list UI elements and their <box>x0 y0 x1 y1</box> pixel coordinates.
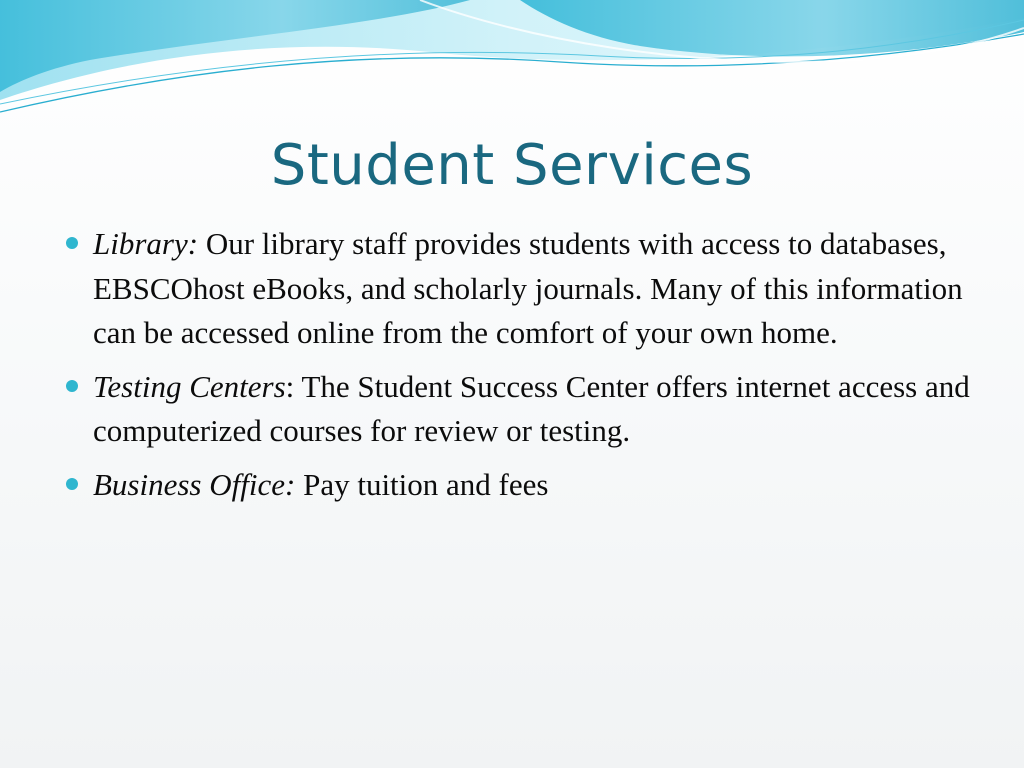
bullet-dot-icon <box>66 380 78 392</box>
bullet-label: Library: <box>93 226 199 261</box>
bullet-text: Our library staff provides students with access to databases, EBSCOhost eBooks, and scholarly journals. Many of this information can be accessed online from the comfort of your own home. <box>93 226 963 351</box>
bullet-text: : The Student Success Center offers internet access and computerized courses for review or testing. <box>93 368 970 449</box>
bullet-list <box>60 222 970 517</box>
bullet-item-business-office <box>60 463 970 508</box>
bullet-dot-icon <box>66 478 78 490</box>
bullet-label: Business Office: <box>93 466 296 502</box>
bullet-text: Pay tuition and fees <box>295 466 549 502</box>
header-wave-decoration <box>0 0 1024 130</box>
slide-title: Student Services <box>270 133 754 198</box>
bullet-item-library <box>60 222 970 356</box>
bullet-dot-icon <box>66 237 78 249</box>
bullet-item-testing-centers <box>60 365 970 454</box>
bullet-label: Testing Centers <box>93 368 286 404</box>
